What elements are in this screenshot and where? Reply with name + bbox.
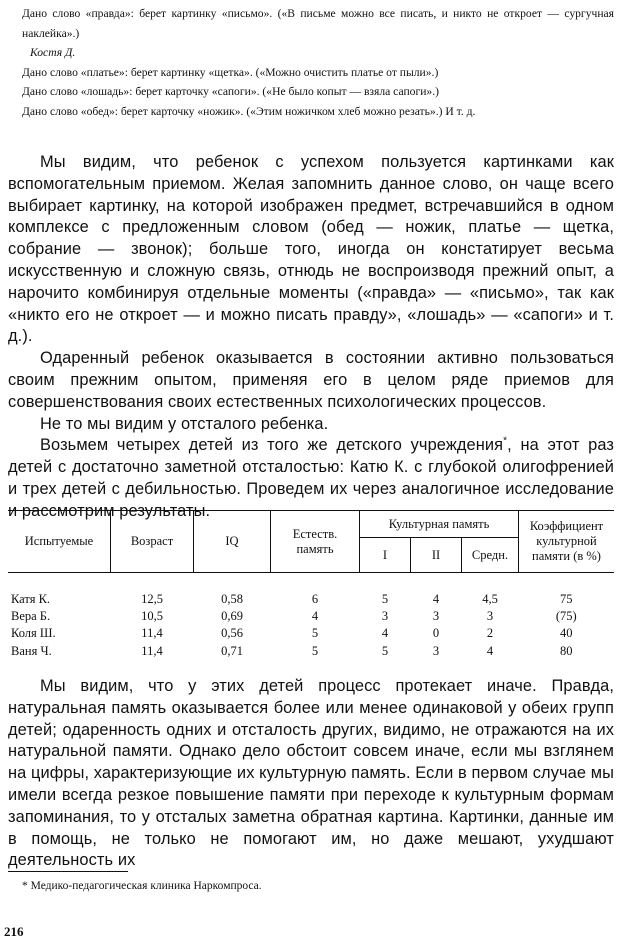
example-line: Дано слово «правда»: берет картинку «письмо». («В письме можно все писать, и никто не откроет — сургучная наклейка».) xyxy=(22,7,614,40)
cell-name: Вера Б. xyxy=(11,609,51,624)
header-cultural-avg: Средн. xyxy=(462,538,519,573)
example-line: Дано слово «обед»: берет карточку «ножик». («Этим ножичком хлеб можно резать».) И т. д. xyxy=(22,104,476,118)
header-coefficient: Коэффициент культурной памяти (в %) xyxy=(519,511,615,573)
cell-avg: 3 xyxy=(486,609,494,624)
cell-coef: 80 xyxy=(560,643,573,658)
paragraph: Мы видим, что ребенок с успехом пользуется картинками как вспомогательным приемом. Желая запомнить данное слово, он чаще всего выбирает картинку, на которой изображен предмет, встречавшийся в одном комплексе с предложенным словом (обед — ножик, платье — щетка, собрание — звонок); больше того, иногда он констатирует весьма искусственную и сложную связь, отнюдь не воспроизводя прежний опыт, а нарочито комбинируя отдельные моменты («правда» — «письмо», так как «никто его не откроет — и можно писать правду», «лошадь» — «сапоги» и т. д.). xyxy=(8,153,614,346)
header-cultural-1: I xyxy=(360,538,411,573)
page-number: 216 xyxy=(4,924,24,939)
results-table-wrap xyxy=(8,510,614,660)
example-line: Дано слово «платье»: берет картинку «щетка». («Можно очистить платье от пыли».) xyxy=(22,65,439,79)
table-row xyxy=(8,643,614,660)
header-cultural-2: II xyxy=(411,538,462,573)
header-subject: Испытуемые xyxy=(8,511,111,573)
cell-iq: 0,71 xyxy=(221,643,243,658)
footnote-mark: * xyxy=(503,435,508,447)
cell-c2: 3 xyxy=(432,643,440,658)
body-text-top xyxy=(8,152,614,523)
table-row xyxy=(8,625,614,642)
cell-iq: 0,56 xyxy=(221,626,243,641)
paragraph: Мы видим, что у этих детей процесс протекает иначе. Правда, натуральная память оказывается более или менее одинаковой у обеих групп детей; одаренность одних и отсталость других, видимо, не отражаются на их натуральной памяти. Однако дело обстоит совсем иначе, если мы взглянем на цифры, характеризующие их культурную память. Если в первом случае мы имели всегда резкое повышение памяти при переходе к культурным формам запоминания, то у отсталых заметна обратная картина. Картинки, данные им в помощь, не только не помогают им, но даже мешают, ухудшают деятельность их xyxy=(8,677,614,870)
table-row xyxy=(8,573,614,609)
cell-coef: 75 xyxy=(560,592,573,606)
cell-name: Катя К. xyxy=(11,592,51,606)
header-natural-memory: Естеств. память xyxy=(271,511,360,573)
subject-name: Костя Д. xyxy=(30,46,76,60)
cell-coef: (75) xyxy=(555,609,577,624)
cell-c2: 4 xyxy=(432,592,440,606)
paragraph-text: , на этот раз детей с достаточно заметной отсталостью: Катю К. с глубокой олигофренией и трех детей с дебильностью. Проведем их через аналогичное исследование и рассмотрим результаты. xyxy=(8,436,614,520)
footnote: * Медико-педагогическая клиника Наркомпроса. xyxy=(22,880,262,892)
cell-natural: 5 xyxy=(311,643,319,658)
cell-age: 10,5 xyxy=(141,609,163,624)
paragraph: Не то мы видим у отсталого ребенка. xyxy=(40,414,329,433)
cell-coef: 40 xyxy=(560,626,573,641)
cell-iq: 0,69 xyxy=(221,609,243,624)
cell-age: 11,4 xyxy=(141,643,163,658)
cell-natural: 6 xyxy=(311,592,319,606)
footnote-divider xyxy=(8,871,128,872)
example-line: Дано слово «лошадь»: берет карточку «сапоги». («Не было копыт — взяла сапоги».) xyxy=(22,85,439,99)
header-iq: IQ xyxy=(194,511,271,573)
table-row xyxy=(8,608,614,625)
body-text-bottom xyxy=(8,676,614,872)
cell-age: 12,5 xyxy=(141,592,163,606)
cell-age: 11,4 xyxy=(141,626,163,641)
cell-c2: 0 xyxy=(432,626,440,641)
results-table xyxy=(8,510,614,660)
cell-name: Коля Ш. xyxy=(11,626,56,641)
examples-block xyxy=(22,4,614,122)
cell-c1: 3 xyxy=(381,609,389,624)
cell-avg: 2 xyxy=(486,626,494,641)
cell-c1: 4 xyxy=(381,626,389,641)
cell-iq: 0,58 xyxy=(221,592,243,606)
header-age: Возраст xyxy=(111,511,194,573)
cell-avg: 4 xyxy=(486,643,494,658)
cell-c2: 3 xyxy=(432,609,440,624)
cell-c1: 5 xyxy=(381,592,389,606)
header-cultural-memory: Культурная память xyxy=(360,511,519,538)
cell-avg: 4,5 xyxy=(482,592,498,606)
cell-c1: 5 xyxy=(381,643,389,658)
paragraph-text: Возьмем четырех детей из того же детского учреждения xyxy=(40,436,504,455)
paragraph: Одаренный ребенок оказывается в состоянии активно пользоваться своим прежним опытом, применяя его в целом ряде приемов для совершенствования своих естественных психологических процессов. xyxy=(8,349,614,411)
cell-natural: 5 xyxy=(311,626,319,641)
cell-name: Ваня Ч. xyxy=(11,643,52,658)
cell-natural: 4 xyxy=(311,609,319,624)
